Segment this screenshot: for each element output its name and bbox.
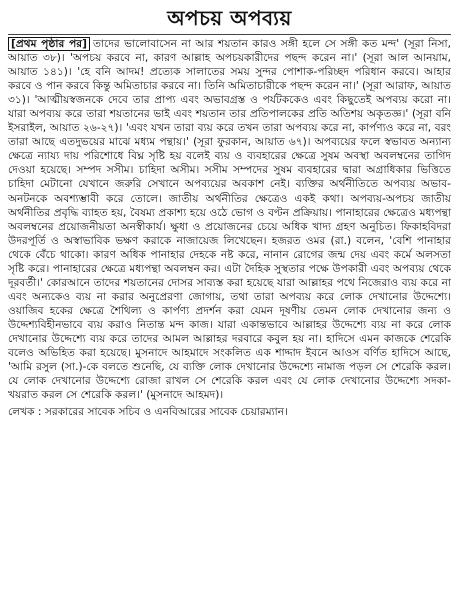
article-text: তাদের ভালোবাসেন না আর শয়তান কারও সঙ্গী হলে সে সঙ্গী কত মন্দ' (সূরা নিসা, আয়াত ৩৮)। 'অপচয় করবে না, কারণ আল্লাহ অপচয়কারীদের পছন্দ করেন না।' (সূরা আল আনয়াম, আয়াত ১৪১)। 'হে বনি আদম! প্রত্যেক সালাতের সময় সুন্দর পোশাক-পরিচ্ছদ পরিধান করবে। আহার করবে ও পান করবে কিন্তু অমিতাচার করবে না। তিনি অমিতাচারীকে পছন্দ করেন না।' (সূরা আরাফ, আয়াত ৩১)। 'আত্মীয়স্বজনকে দেবে তার প্রাপ্য এবং অভাবগ্রস্ত ও পর্যটককেও এবং কিছুতেই অপব্যয় করো না। যারা অপব্যয় করে তারা শয়তানের ভাই এবং শয়তান তার প্রতিপালকের প্রতি অতিশয় অকৃতজ্ঞ।' (সূরা বনি ইসরাইল, আয়াত ২৬-২৭)। 'এবং যখন তারা ব্যয় করে তখন তারা অপব্যয় করে না, কার্পণ্যও করে না, বরং তারা আছে এতদুভয়ের মাঝে মধ্যম পন্থায়।' (সূরা ফুরকান, আয়াত ৬৭)। অপব্যয়ের ফলে স্বভাবত অন্যান্য ক্ষেত্রে ন্যায্য দায় পরিশোধে বিঘ্ন সৃষ্টি হয় বলেই ব্যয় ও ব্যবহারের ক্ষেত্রে সুষম অবস্থা অবলম্বনের তাগিদ দেওয়া হয়েছে। সম্পদ সসীম। চাহিদা অসীম। সসীম সম্পদের সুষম ব্যবহারের দ্বারা অগ্রাধিকার ভিত্তিতে চাহিদা মেটানো যেখানে জরুরি সেখানে অপব্যয়ের অবকাশ নেই। ব্যক্তির অর্থনীতিতে অপব্যয় অভাব-অনটনকে অবশ্যম্ভাবী করে তোলে। জাতীয় অর্থনীতির ক্ষেত্রেও একই কথা। অপব্যয়-অপচয় জাতীয় অর্থনীতির প্রবৃদ্ধি ব্যাহত হয়, বৈষম্য প্রকাশ্য হয়ে ওঠে ভোগ ও বণ্টন প্রক্রিয়ায়। পানাহারের ক্ষেত্রেও মধ্যপন্থা অবলম্বনের প্রয়োজনীয়তা অনস্বীকার্য। ক্ষুধা ও প্রয়োজনের চেয়ে অধিক খাদ্য গ্রহণ অনুচিত। ফিকাহবিদরা উদরপূর্তি ও অস্বাভাবিক ভক্ষণ করাকে নাজায়েজ লিখেছেন। হজরত ওমর (রা.) বলেন, 'বেশি পানাহার থেকে বেঁচে থাকো। কারণ অধিক পানাহার দেহকে নষ্ট করে, নানান রোগের জন্ম দেয় এবং কর্মে অলসতা সৃষ্টি করে। পানাহারের ক্ষেত্রে মধ্যপন্থা অবলম্বন কর। এটা দৈহিক সুস্থতার পক্ষে উপকারী এবং অপব্যয় থেকে দূরবর্তী।' কোরআনে তাদের শয়তানের দোসর সাব্যস্ত করা হয়েছে যারা আল্লাহর পথে নিজেরাও ব্যয় করে না এবং অন্যকেও ব্যয় না করার অনুপ্রেরণা জোগায়, তথা তারা অপব্যয় করে লোক দেখানোর উদ্দেশ্যে। ওয়াজিব হকের ক্ষেত্রে শৈথিল্য ও কার্পণ্য প্রদর্শন করা যেমন দূষণীয় তেমন লোক দেখানোর জন্য ও উদ্দেশ্যবিহীনভাবে ব্যয় করাও নিতান্ত মন্দ কাজ। যারা একান্তভাবে আল্লাহর উদ্দেশ্যে ব্যয় না করে লোক দেখানোর উদ্দেশ্যে ব্যয় করে তাদের আমল আল্লাহর দরবারে কবুল হয় না। হাদিসে এমন কাজকে শেরেকি বলেও অভিহিত করা হয়েছে। মুসনাদে আহমাদে সংকলিত এক শাদ্দাদ ইবনে আওস বর্ণিত হাদিসে আছে, 'আমি রসুল (সা.)-কে বলতে শুনেছি, যে ব্যক্তি লোক দেখানোর উদ্দেশ্যে নামাজ পড়ল সে শেরেকি করল। যে লোক দেখানোর উদ্দেশ্যে রোজা রাখল সে শেরেকি করল এবং যে লোক দেখানোর উদ্দেশ্যে সদকা-খয়রাত করল সে শেরেকি করল।' (মুসনাদে আহমদ)।	[8, 38, 451, 402]
article-body	[8, 34, 451, 402]
headline: অপচয় অপব্যয়	[167, 6, 292, 30]
continued-tag: [প্রথম পৃষ্ঠার পর]	[8, 37, 90, 51]
author-byline: লেখক : সরকারের সাবেক সচিব ও এনবিআরের সাবেক চেয়ারম্যান।	[8, 406, 288, 419]
